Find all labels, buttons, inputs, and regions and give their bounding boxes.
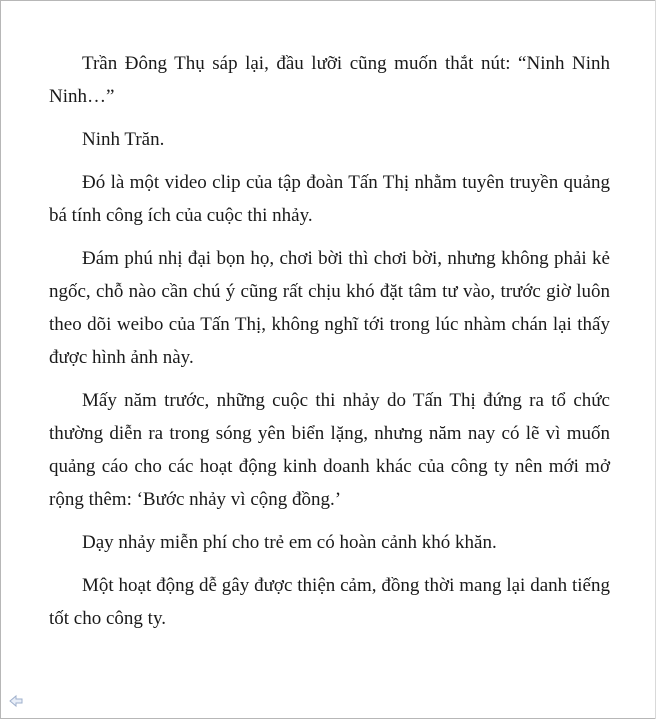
paragraph: Đó là một video clip của tập đoàn Tấn Thị nhằm tuyên truyền quảng bá tính công ích của cuộc thi nhảy. — [49, 172, 610, 226]
paragraph: Mấy năm trước, những cuộc thi nhảy do Tấn Thị đứng ra tổ chức thường diễn ra trong sóng yên biển lặng, nhưng năm nay có lẽ vì muốn quảng cáo cho các hoạt động kinh doanh khác của công ty nên mới mở rộng thêm: ‘Bước nhảy vì cộng đồng.’ — [49, 390, 610, 510]
paragraph: Dạy nhảy miễn phí cho trẻ em có hoàn cảnh khó khăn. — [82, 532, 497, 553]
left-arrow-icon[interactable] — [9, 694, 23, 708]
paragraph: Ninh Trăn. — [82, 129, 165, 150]
paragraph: Trần Đông Thụ sáp lại, đầu lưỡi cũng muốn thắt nút: “Ninh Ninh Ninh…” — [49, 53, 610, 107]
document-body — [49, 47, 610, 645]
paragraph: Một hoạt động dễ gây được thiện cảm, đồng thời mang lại danh tiếng tốt cho công ty. — [49, 575, 610, 629]
left-arrow-icon-svg — [9, 694, 23, 708]
paragraph: Đám phú nhị đại bọn họ, chơi bời thì chơi bời, nhưng không phải kẻ ngốc, chỗ nào cần chú ý cũng rất chịu khó đặt tâm tư vào, trước giờ luôn theo dõi weibo của Tấn Thị, không nghĩ tới trong lúc nhàm chán lại thấy được hình ảnh này. — [49, 248, 610, 368]
